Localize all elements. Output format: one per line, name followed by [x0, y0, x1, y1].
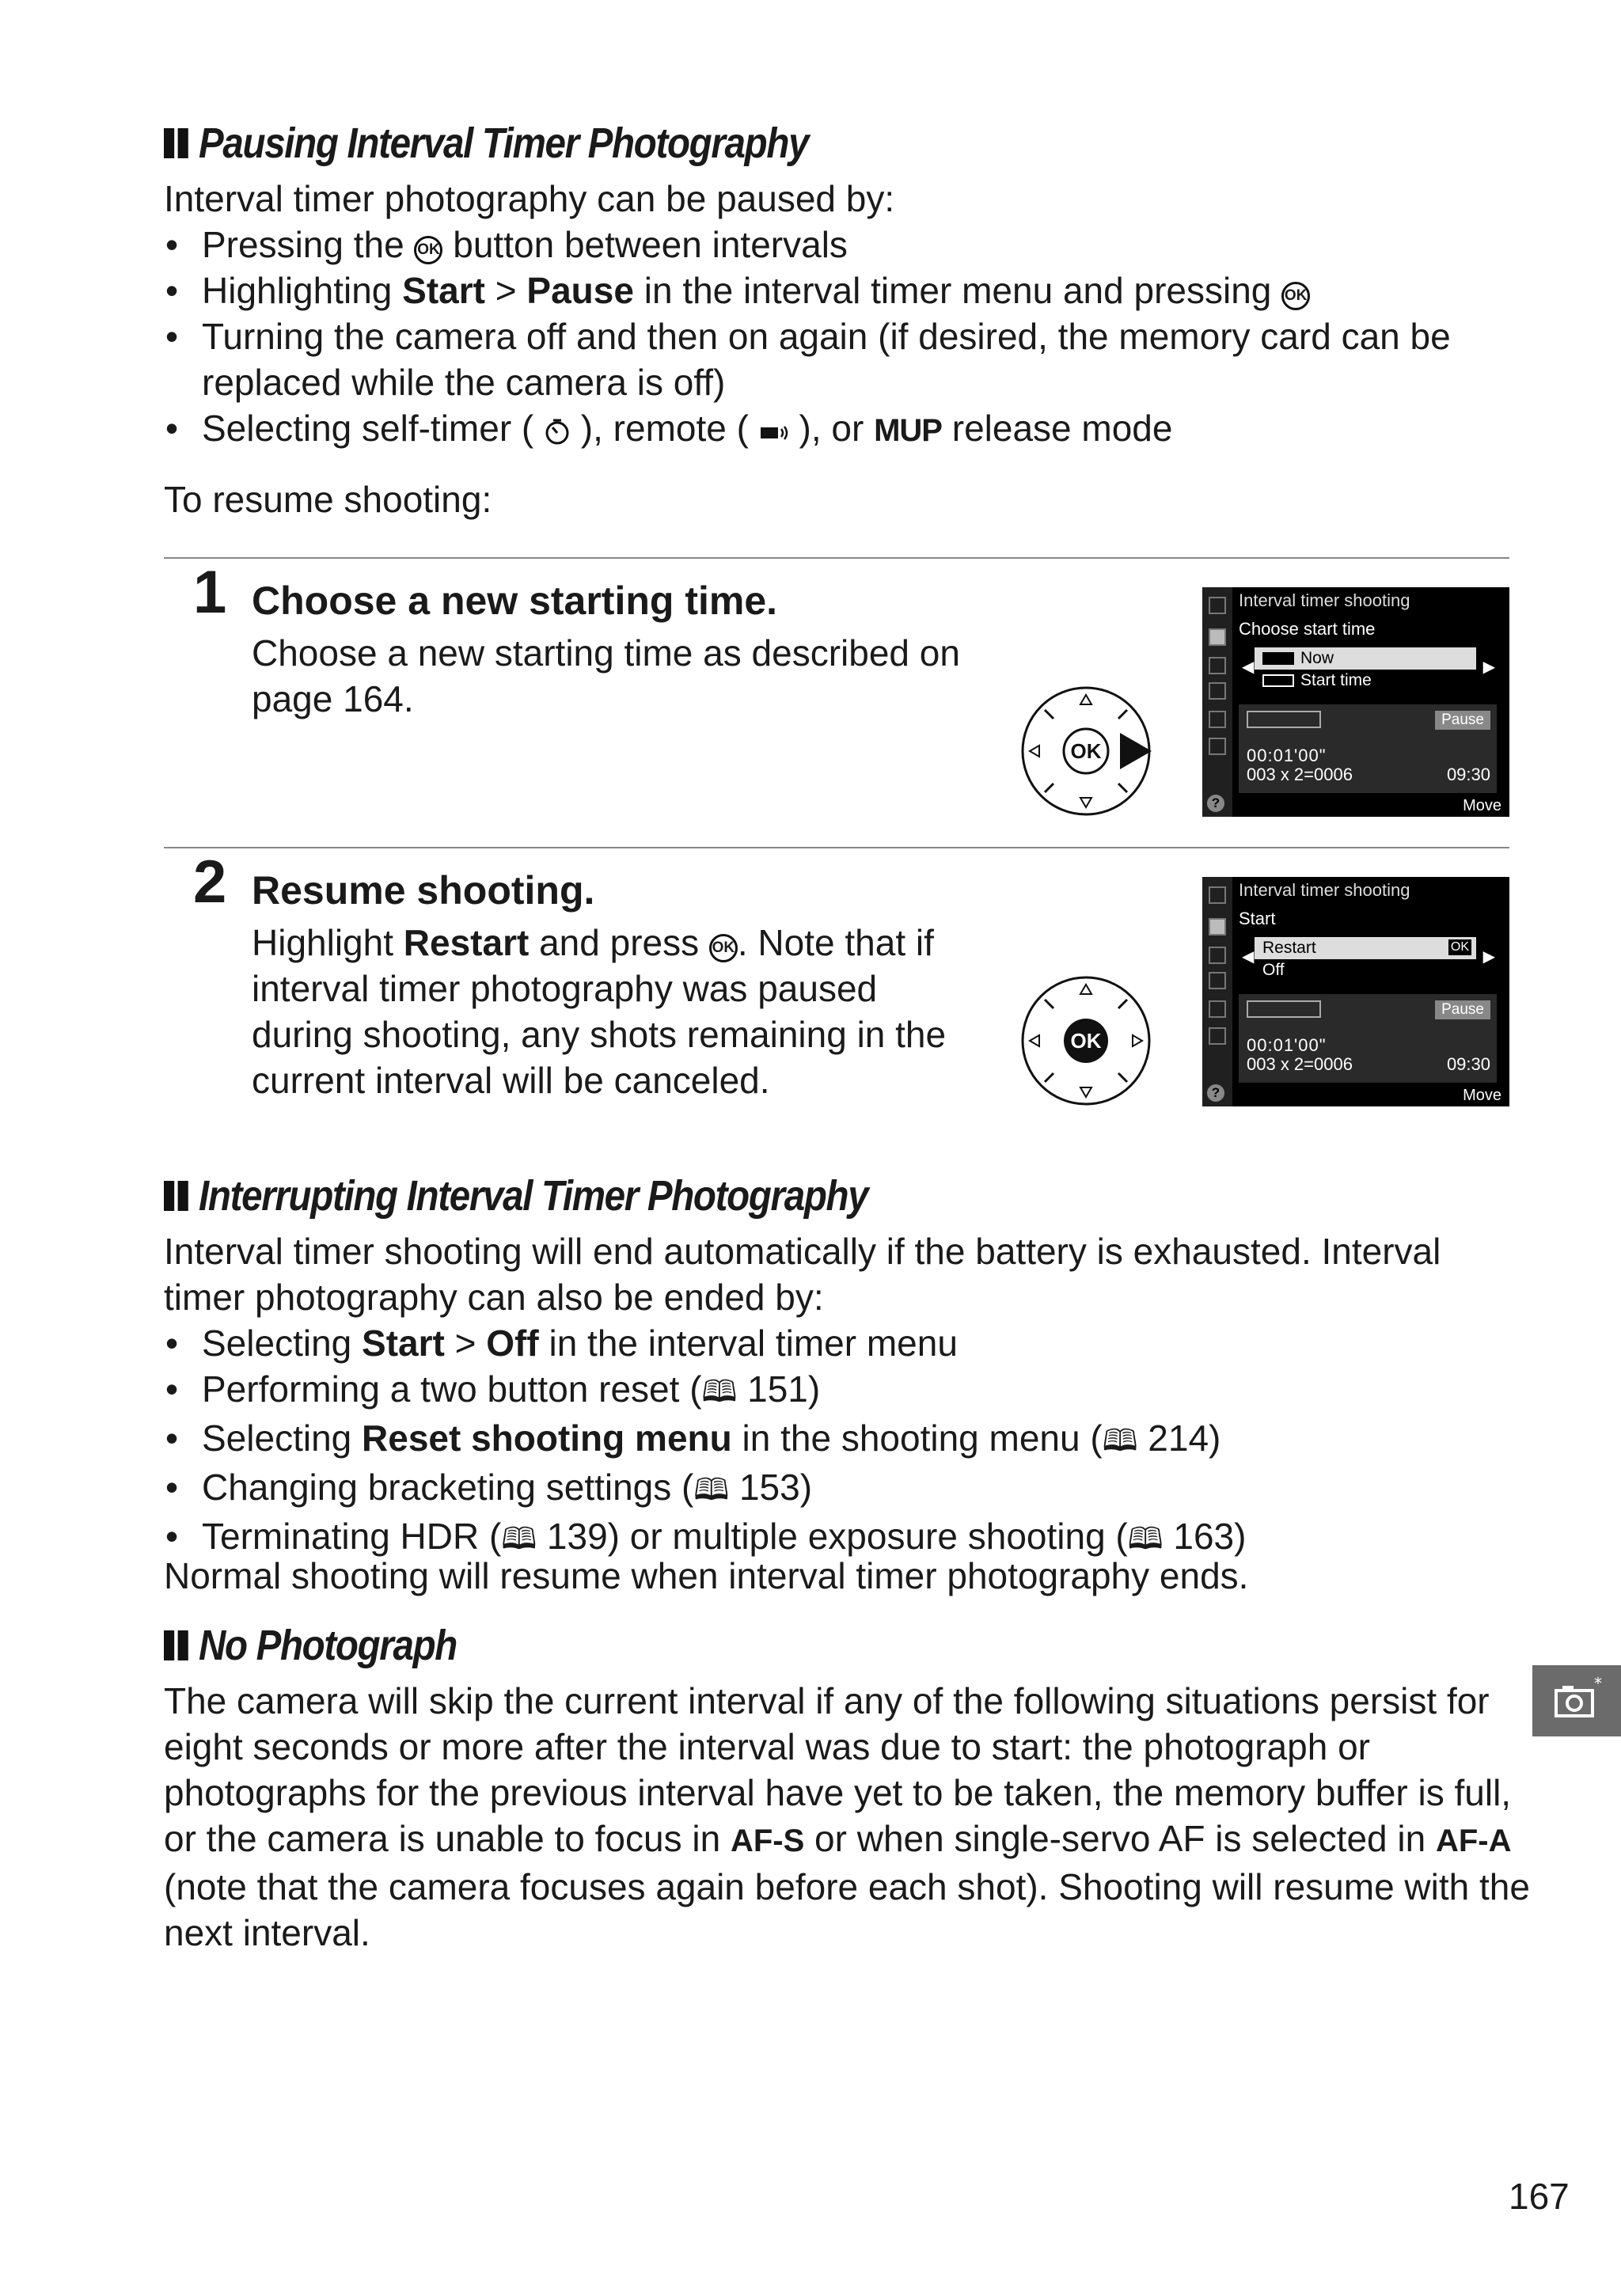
option-now[interactable]: Now	[1255, 647, 1476, 670]
wrench-icon	[1209, 682, 1226, 700]
pencil-icon	[1209, 657, 1226, 674]
help-icon: ?	[1207, 795, 1224, 812]
page-number: 167	[1509, 2176, 1570, 2217]
ok-button-icon: OK	[414, 236, 442, 264]
wrench-icon	[1209, 972, 1226, 989]
pencil-icon	[1209, 947, 1226, 964]
list-item: • Changing bracketing settings (🕮 153)	[164, 1464, 1246, 1513]
arrow-right-icon: ▶	[1482, 948, 1495, 966]
interrupting-intro: Interval timer shooting will end automatically if the battery is exhausted. Interval timer photography can also be ended by:	[164, 1231, 1441, 1318]
retouch-icon	[1209, 711, 1226, 728]
camera-icon	[1532, 1665, 1621, 1736]
no-photograph-text: The camera will skip the current interval if any of the following situations persist for eight seconds or more after the interval was due to start: the photograph or photographs for the previous interval have yet to be taken, the memory buffer is full, or the camera is unable to focus in AF-S or when single-servo AF is selected in AF-A (note that the camera focuses again before each shot). Shooting will resume with the next interval.	[164, 1680, 1530, 1953]
step-text: Highlight Restart and press OK. Note that if interval timer photography was paused during shooting, any shots remaining in the current interval will be canceled.	[252, 922, 947, 1101]
resume-intro: To resume shooting:	[164, 479, 492, 520]
status-panel: Pause 00:01'00" 003 x 2=0006 09:30	[1239, 704, 1497, 793]
svg-text:OK: OK	[1070, 1029, 1102, 1053]
recent-icon	[1209, 738, 1226, 755]
step-number: 2	[193, 848, 227, 916]
arrow-left-icon: ◀	[1242, 658, 1255, 676]
book-icon: 🕮	[693, 1474, 730, 1507]
list-item: • Selecting Reset shooting menu in the shooting menu (🕮 214)	[164, 1415, 1246, 1464]
multi-selector-icon	[1019, 973, 1153, 1108]
book-icon: 🕮	[701, 1376, 738, 1409]
camera-icon	[1209, 918, 1226, 935]
interrupting-outro: Normal shooting will resume when interval timer photography ends.	[164, 1555, 1249, 1596]
list-item: • Turning the camera off and then on again (if desired, the memory card can be replaced while the camera is off)	[164, 313, 1451, 405]
section-heading-pausing: Pausing Interval Timer Photography	[164, 119, 808, 168]
ok-button-icon: OK	[709, 934, 738, 962]
recent-icon	[1209, 1027, 1226, 1045]
camera-screen-start-time: Interval timer shooting Choose start time ◀ Now ▶ Start time Pause 00:01'00" 003 x 2=0006 09:30 ? Move	[1202, 587, 1509, 817]
interrupting-list	[164, 1320, 1246, 1562]
section-heading-no-photograph: No Photograph	[164, 1621, 457, 1670]
section-heading-interrupting: Interrupting Interval Timer Photography	[164, 1171, 867, 1220]
list-item: • Selecting Start > Off in the interval timer menu	[164, 1320, 1246, 1366]
playback-icon	[1209, 886, 1226, 904]
mode-indicator	[1247, 1000, 1321, 1018]
book-icon: 🕮	[501, 1523, 537, 1556]
list-item: • Highlighting Start > Pause in the interval timer menu and pressing OK	[164, 268, 1451, 313]
ok-button-icon: OK	[1281, 282, 1310, 310]
pausing-list	[164, 222, 1451, 454]
arrow-left-icon: ◀	[1242, 948, 1255, 966]
pausing-intro: Interval timer photography can be paused by:	[164, 178, 895, 219]
self-timer-icon	[533, 408, 581, 449]
section-marker-icon	[164, 1181, 190, 1211]
list-item: • Terminating HDR (🕮 139) or multiple exposure shooting (🕮 163)	[164, 1513, 1246, 1562]
step-title: Choose a new starting time.	[252, 579, 778, 623]
svg-text:OK: OK	[1070, 739, 1102, 763]
option-off[interactable]: Off	[1262, 961, 1285, 979]
step-title: Resume shooting.	[252, 868, 595, 913]
step-text: Choose a new starting time as described on page 164.	[252, 632, 960, 719]
section-marker-icon	[164, 1630, 190, 1660]
menu-tabs	[1202, 587, 1232, 817]
step-number: 1	[193, 559, 227, 626]
remote-icon	[749, 408, 799, 449]
option-restart[interactable]: Restart OK	[1255, 937, 1476, 959]
menu-tabs	[1202, 877, 1232, 1106]
list-item: • Selecting self-timer ( ), remote ( ), or MUP release mode	[164, 405, 1451, 454]
section-marker-icon	[164, 128, 190, 158]
retouch-icon	[1209, 1000, 1226, 1018]
book-icon: 🕮	[1127, 1523, 1164, 1556]
status-panel: Pause 00:01'00" 003 x 2=0006 09:30	[1239, 994, 1497, 1083]
arrow-right-icon: ▶	[1482, 658, 1495, 676]
ok-badge: OK	[1448, 939, 1471, 955]
divider	[164, 557, 1509, 559]
list-item: • Pressing the OK button between intervals	[164, 222, 1451, 268]
playback-icon	[1209, 597, 1226, 614]
multi-selector-right-icon	[1019, 684, 1153, 818]
svg-text:*: *	[1594, 1674, 1602, 1693]
book-icon: 🕮	[1102, 1425, 1138, 1458]
help-icon: ?	[1207, 1084, 1224, 1102]
list-item: • Performing a two button reset (🕮 151)	[164, 1366, 1246, 1415]
mode-indicator	[1247, 711, 1321, 728]
camera-icon	[1209, 628, 1226, 646]
shooting-menu-tab	[1532, 1665, 1621, 1736]
option-start-time[interactable]: Start time	[1255, 671, 1372, 690]
divider	[164, 847, 1509, 848]
camera-screen-restart: Interval timer shooting Start ◀ Restart OK ▶ Off Pause 00:01'00" 003 x 2=0006 09:30 ? Move	[1202, 877, 1509, 1106]
